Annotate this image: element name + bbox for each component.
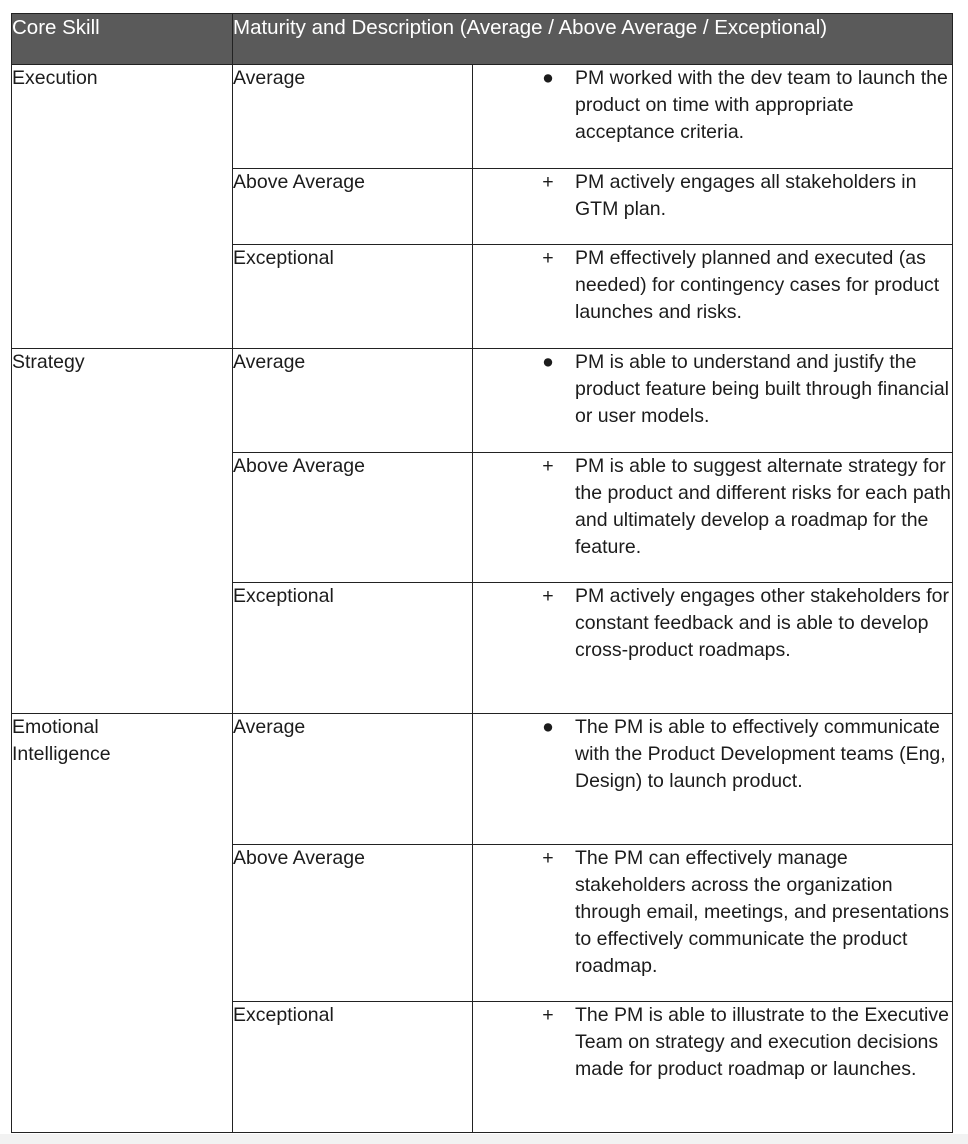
description-text: PM actively engages other stakeholders for constant feedback and is able to develop cross-product roadmaps.: [575, 585, 949, 661]
description-cell: [473, 65, 953, 169]
maturity-level: Above Average: [233, 845, 473, 1002]
maturity-level: Above Average: [233, 453, 473, 583]
maturity-level: Average: [233, 65, 473, 169]
description-text: The PM is able to effectively communicate with the Product Development teams (Eng, Design) to launch product.: [575, 716, 946, 792]
table-row: [12, 349, 953, 453]
plus-icon: +: [542, 171, 554, 193]
description-text: The PM can effectively manage stakeholders across the organization through email, meetings, and presentations to effectively communicate the product roadmap.: [575, 847, 949, 977]
maturity-level: Exceptional: [233, 583, 473, 714]
header-row: [12, 14, 953, 65]
maturity-level: Average: [233, 714, 473, 845]
description-text: PM actively engages all stakeholders in GTM plan.: [575, 171, 917, 220]
table-row: [12, 714, 953, 845]
maturity-level: Exceptional: [233, 1002, 473, 1133]
description-text: PM effectively planned and executed (as needed) for contingency cases for product launches and risks.: [575, 247, 940, 323]
description-cell: [473, 453, 953, 583]
page-bottom-strip: [0, 1134, 968, 1144]
skill-name: Emotional Intelligence: [12, 714, 233, 1133]
bullet-icon: ●: [542, 67, 554, 89]
description-cell: [473, 1002, 953, 1133]
plus-icon: +: [542, 1004, 554, 1026]
description-cell: [473, 245, 953, 349]
plus-icon: +: [542, 847, 554, 869]
maturity-level: Above Average: [233, 169, 473, 245]
description-text: The PM is able to illustrate to the Executive Team on strategy and execution decisions made for product roadmap or launches.: [575, 1004, 949, 1080]
plus-icon: +: [542, 455, 554, 477]
description-cell: [473, 349, 953, 453]
skill-name: Execution: [12, 65, 233, 349]
plus-icon: +: [542, 247, 554, 269]
plus-icon: +: [542, 585, 554, 607]
description-cell: [473, 845, 953, 1002]
maturity-level: Exceptional: [233, 245, 473, 349]
skills-maturity-table: [11, 13, 953, 1133]
description-text: PM is able to suggest alternate strategy for the product and different risks for each path and ultimately develop a roadmap for the feature.: [575, 455, 951, 558]
description-text: PM is able to understand and justify the product feature being built through financial or user models.: [575, 351, 950, 427]
bullet-icon: ●: [542, 351, 554, 373]
header-maturity: Maturity and Description (Average / Above Average / Exceptional): [233, 14, 953, 65]
bullet-icon: ●: [542, 716, 554, 738]
table-row: [12, 65, 953, 169]
header-core-skill: Core Skill: [12, 14, 233, 65]
maturity-level: Average: [233, 349, 473, 453]
description-text: PM worked with the dev team to launch the product on time with appropriate acceptance criteria.: [575, 67, 948, 143]
description-cell: [473, 169, 953, 245]
description-cell: [473, 714, 953, 845]
skill-name: Strategy: [12, 349, 233, 714]
description-cell: [473, 583, 953, 714]
